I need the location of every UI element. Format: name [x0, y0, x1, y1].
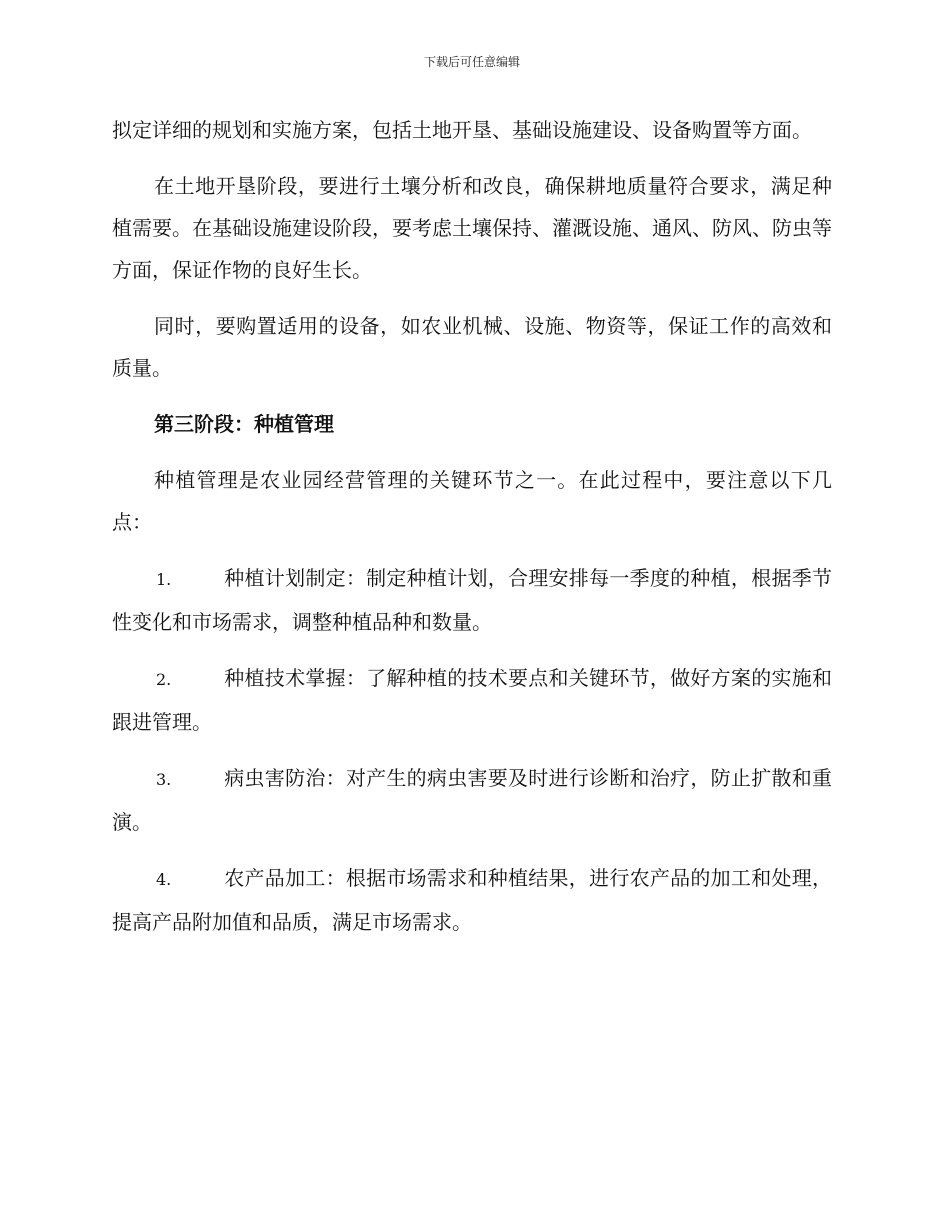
paragraph-equipment: 同时，要购置适用的设备，如农业机械、设施、物资等，保证工作的高效和质量。 — [112, 314, 832, 380]
list-item-text: 种植技术掌握：了解种植的技术要点和关键环节，做好方案的实施和跟进管理。 — [112, 666, 832, 734]
list-item — [112, 557, 832, 643]
list-item-text: 种植计划制定：制定种植计划，合理安排每一季度的种植，根据季节性变化和市场需求，调整种植品种和数量。 — [112, 566, 832, 634]
section-heading: 第三阶段：种植管理 — [154, 412, 334, 436]
list-item — [112, 757, 832, 843]
document-body — [112, 109, 832, 943]
list-item-number: 4. — [156, 870, 172, 889]
paragraph-planting-intro: 种植管理是农业园经营管理的关键环节之一。在此过程中，要注意以下几点： — [112, 468, 832, 534]
list-item-number: 3. — [156, 770, 172, 789]
list-item-number: 2. — [156, 670, 172, 689]
list-item-number: 1. — [156, 570, 172, 589]
paragraph-plan: 拟定详细的规划和实施方案，包括土地开垦、基础设施建设、设备购置等方面。 — [112, 118, 812, 142]
paragraph-land-reclamation: 在土地开垦阶段，要进行土壤分析和改良，确保耕地质量符合要求，满足种植需要。在基础设施建设阶段，要考虑土壤保持、灌溉设施、通风、防风、防虫等方面，保证作物的良好生长。 — [112, 174, 832, 282]
list-item-text: 农产品加工：根据市场需求和种植结果，进行农产品的加工和处理，提高产品附加值和品质，满足市场需求。 — [112, 866, 832, 934]
page-header: 下载后可任意编辑 — [423, 55, 520, 69]
list-item — [112, 657, 832, 743]
list-item — [112, 857, 832, 943]
list-item-text: 病虫害防治：对产生的病虫害要及时进行诊断和治疗，防止扩散和重演。 — [112, 766, 832, 834]
